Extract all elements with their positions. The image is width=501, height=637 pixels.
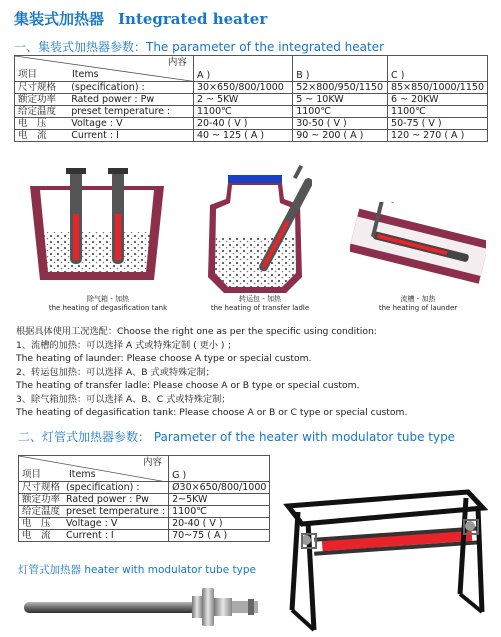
- usage-line: The heating of degasification tank: Please choose A or B or C type or special custom.: [16, 407, 408, 418]
- row-label-en: (specification) :: [68, 82, 193, 94]
- section3-title: 灯管式加热器 heater with modulator tube type: [18, 564, 256, 576]
- cell-b: 52×800/950/1150: [293, 82, 388, 94]
- table-row: [19, 530, 270, 542]
- cell-g: Ø30×650/800/1000: [169, 482, 270, 494]
- header-top-label: 内容: [143, 457, 163, 468]
- row-label-cn: 给定温度: [15, 106, 69, 118]
- row-label-cn: 电 压: [19, 518, 64, 530]
- cell-b: 1100℃: [293, 106, 388, 118]
- caption-launder: [368, 295, 468, 313]
- cell-g: 2~5KW: [169, 494, 270, 506]
- frame-heater-photo: [278, 462, 488, 634]
- cell-c: 85×850/1000/1150: [388, 82, 488, 94]
- cell-a: 1100℃: [193, 106, 292, 118]
- cell-b: 5 ~ 10KW: [293, 94, 388, 106]
- row-label-cn: 尺寸规格: [19, 482, 64, 494]
- cell-c: 1100℃: [388, 106, 488, 118]
- table-row: [15, 130, 488, 142]
- col-head-b: B ): [293, 56, 388, 82]
- header-diagonal-cell: [19, 456, 169, 482]
- usage-line: The heating of transfer ladle: Please choose A or B type or special custom.: [16, 380, 360, 391]
- row-label-cn: 额定功率: [19, 494, 64, 506]
- cell-c: 6 ~ 20KW: [388, 94, 488, 106]
- row-label-en: preset temperature :: [63, 506, 169, 518]
- row-label-en: Voltage : V: [63, 518, 169, 530]
- row-label-cn: 电 压: [15, 118, 69, 130]
- cell-b: 30-50 ( V ): [293, 118, 388, 130]
- cell-a: 30×650/800/1000: [193, 82, 292, 94]
- table-header-row: [19, 456, 270, 482]
- header-col2-label: Items: [72, 69, 99, 80]
- launder-illustration: [350, 202, 486, 290]
- caption-en: the heating of launder: [378, 304, 458, 312]
- caption-en: the heating of degasification tank: [48, 304, 168, 312]
- row-label-en: preset temperature :: [68, 106, 193, 118]
- modulator-tube-table: [18, 455, 270, 542]
- table-row: [19, 518, 270, 530]
- row-label-cn: 电 流: [15, 130, 69, 142]
- row-label-cn: 电 流: [19, 530, 64, 542]
- cell-a: 20-40 ( V ): [193, 118, 292, 130]
- degasification-tank-illustration: [28, 168, 166, 292]
- table-row: [15, 82, 488, 94]
- page-title: [14, 8, 267, 29]
- section1-title: 一、集装式加热器参数：The parameter of the integrated heater: [14, 40, 385, 54]
- cell-g: 20-40 ( V ): [169, 518, 270, 530]
- header-col2-label: Items: [69, 469, 96, 480]
- row-label-en: Voltage : V: [68, 118, 193, 130]
- usage-line: 3、除气箱加热：可以选择 A、B、C 式或特殊定制；: [16, 393, 231, 405]
- usage-line: The heating of launder: Please choose A type or special custom.: [16, 353, 312, 364]
- transfer-ladle-illustration: [200, 165, 312, 297]
- caption-cn: 流槽 - 加热: [400, 295, 436, 303]
- row-label-en: Rated power : Pw: [63, 494, 169, 506]
- row-label-en: (specification) :: [63, 482, 169, 494]
- caption-cn: 转运包 - 加热: [239, 295, 281, 303]
- section2-title: 二、灯管式加热器参数： Parameter of the heater with modulator tube type: [18, 430, 456, 444]
- col-head-c: C ): [388, 56, 488, 82]
- col-head-a: A ): [193, 56, 292, 82]
- row-label-cn: 额定功率: [15, 94, 69, 106]
- modulator-tube-rod-illustration: [22, 584, 262, 630]
- header-top-label: 内容: [167, 57, 187, 68]
- caption-degasification: [28, 295, 188, 313]
- title-cn: 集装式加热器: [14, 10, 105, 28]
- caption-cn: 除气箱 - 加热: [87, 295, 129, 303]
- usage-line: 1、流槽的加热：可以选择 A 式或特殊定制 ( 更小 ) ；: [16, 339, 237, 351]
- col-head-g: G ): [169, 456, 270, 482]
- cell-a: 40 ~ 125 ( A ): [193, 130, 292, 142]
- caption-en: the heating of transfer ladle: [210, 304, 310, 312]
- header-diagonal-cell: [15, 56, 194, 82]
- row-label-en: Rated power : Pw: [68, 94, 193, 106]
- usage-notes: [16, 325, 486, 420]
- usage-line: 2、转运包加热：可以选择 A、B 式或特殊定制；: [16, 366, 215, 378]
- table-row: [15, 118, 488, 130]
- cell-c: 120 ~ 270 ( A ): [388, 130, 488, 142]
- cell-c: 50-75 ( V ): [388, 118, 488, 130]
- table-header-row: [15, 56, 488, 82]
- row-label-en: Current : I: [68, 130, 193, 142]
- caption-transfer-ladle: [190, 295, 330, 313]
- row-label-cn: 尺寸规格: [15, 82, 69, 94]
- usage-line: 根据具体使用工况选配：Choose the right one as per the specific using condition:: [16, 326, 377, 337]
- cell-b: 90 ~ 200 ( A ): [293, 130, 388, 142]
- row-label-en: Current : I: [63, 530, 169, 542]
- row-label-cn: 给定温度: [19, 506, 64, 518]
- cell-a: 2 ~ 5KW: [193, 94, 292, 106]
- table-row: [19, 482, 270, 494]
- table-row: [19, 506, 270, 518]
- table-row: [19, 494, 270, 506]
- cell-g: 70~75 ( A ): [169, 530, 270, 542]
- table-row: [15, 106, 488, 118]
- title-en: Integrated heater: [118, 10, 268, 28]
- table-row: [15, 94, 488, 106]
- header-col1-label: 项目: [22, 469, 42, 480]
- cell-g: 1100℃: [169, 506, 270, 518]
- header-col1-label: 项目: [18, 69, 38, 80]
- integrated-heater-table: [14, 55, 488, 142]
